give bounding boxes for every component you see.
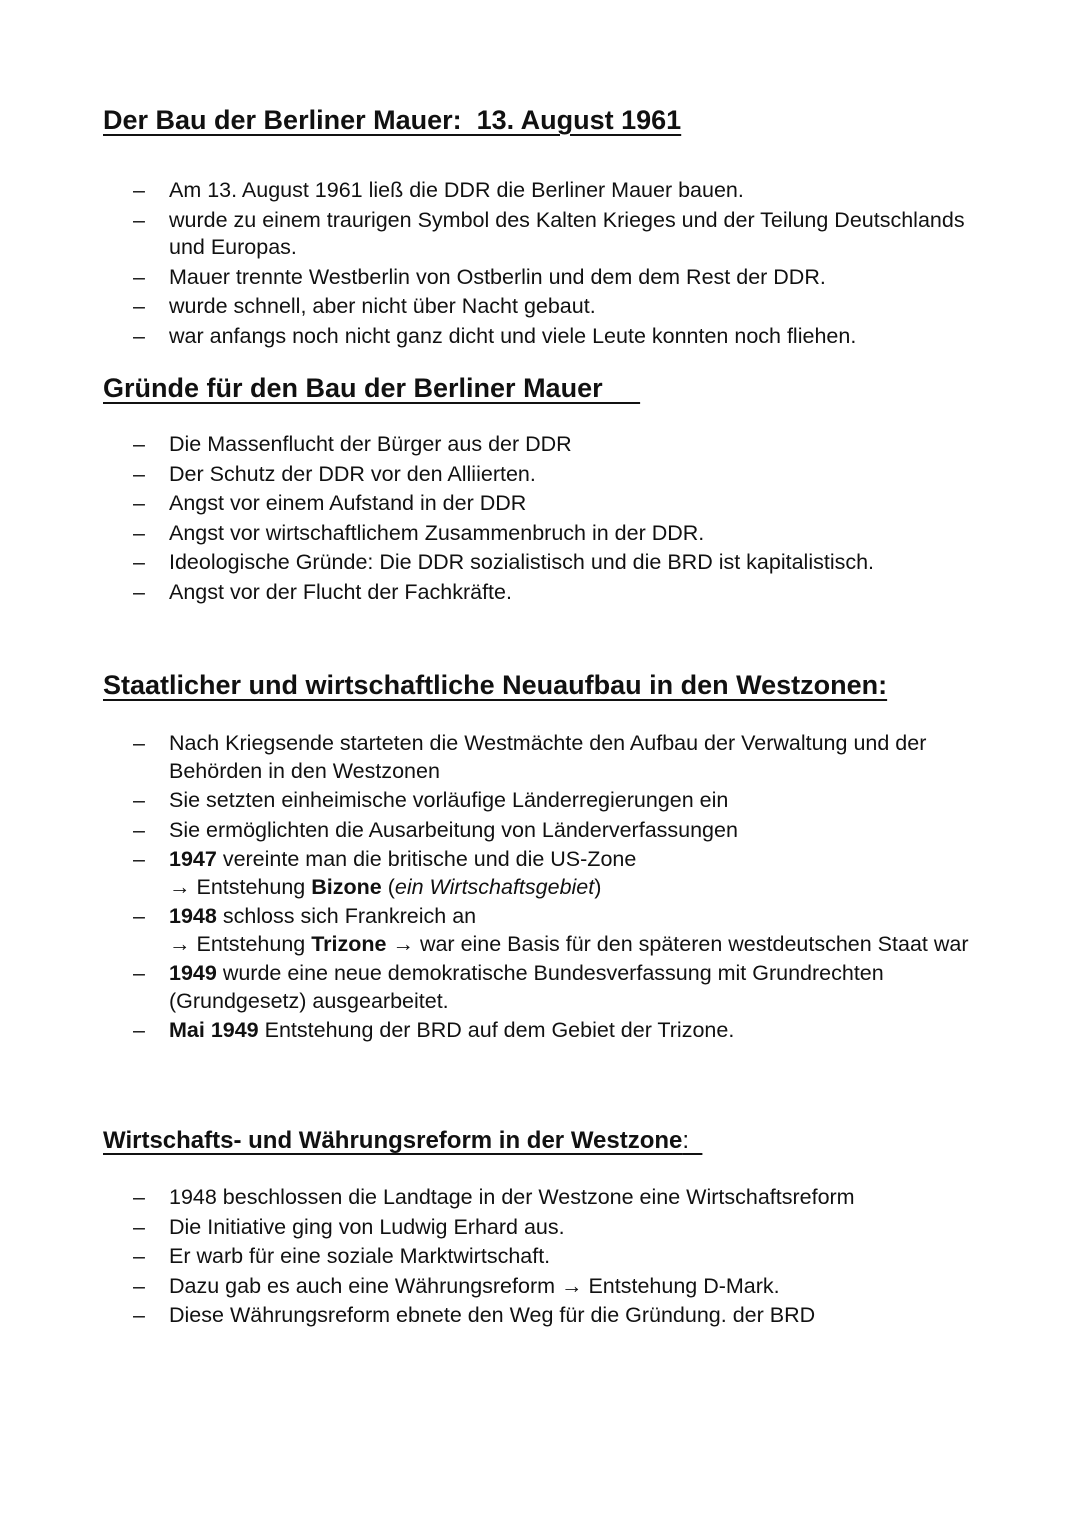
bullet-dash: –: [133, 579, 145, 604]
bullet-dash: –: [133, 1214, 145, 1239]
heading-bau-berliner-mauer: Der Bau der Berliner Mauer: 13. August 1961: [103, 105, 682, 135]
bullet-dash: –: [133, 847, 145, 871]
section-waehrungsreform: [103, 1126, 1003, 1327]
bullet-dash: –: [133, 1273, 145, 1298]
section-berliner-mauer: [103, 103, 1003, 348]
list-item: – 1948 beschlossen die Landtage in der Westzone eine Wirtschaftsreform: [133, 1184, 989, 1212]
list-item: – Angst vor einem Aufstand in der DDR: [133, 490, 989, 518]
list-item: – 1949 wurde eine neue demokratische Bundesverfassung mit Grundrechten (Grundgesetz) ausgearbeitet.: [133, 961, 884, 1013]
list-item: – Angst vor wirtschaftlichem Zusammenbruch in der DDR.: [133, 520, 989, 548]
list-item: – Die Initiative ging von Ludwig Erhard aus.: [133, 1214, 989, 1242]
list-item: – Die Massenflucht der Bürger aus der DDR: [133, 431, 989, 459]
list-item: – Nach Kriegsende starteten die Westmächte den Aufbau der Verwaltung und der Behörden in den Westzonen: [133, 731, 927, 783]
bullet-dash: –: [133, 264, 145, 289]
bullet-dash: –: [133, 207, 145, 232]
heading-waehrungsreform: Wirtschafts- und Währungsreform in der Westzone:: [103, 1127, 703, 1154]
list-item: – wurde schnell, aber nicht über Nacht gebaut.: [133, 293, 989, 321]
list-item: – Dazu gab es auch eine Währungsreform → Entstehung D-Mark.: [133, 1273, 989, 1301]
bullet-dash: –: [133, 323, 145, 348]
list-item: – wurde zu einem traurigen Symbol des Kalten Krieges und der Teilung Deutschlands und Europas.: [133, 207, 965, 259]
bullet-dash: –: [133, 1303, 145, 1327]
bullet-dash: –: [133, 550, 145, 574]
list-item: – Diese Währungsreform ebnete den Weg für die Gründung. der BRD: [133, 1302, 989, 1330]
bullet-dash: –: [133, 432, 145, 456]
section-neuaufbau-westzonen: [103, 668, 1003, 1042]
list-item: – Angst vor der Flucht der Fachkräfte.: [133, 579, 989, 607]
bullet-dash: –: [133, 461, 145, 486]
list-gruende: [133, 431, 1033, 606]
bullet-dash: –: [133, 520, 145, 545]
list-item: – 1948 schloss sich Frankreich an → Entstehung Trizone → war eine Basis für den späteren westdeutschen Staat war: [133, 904, 969, 956]
list-item: – Am 13. August 1961 ließ die DDR die Berliner Mauer bauen.: [133, 177, 989, 205]
list-item: – Mai 1949 Entstehung der BRD auf dem Gebiet der Trizone.: [133, 1017, 989, 1045]
bullet-dash: –: [133, 788, 145, 812]
bullet-dash: –: [133, 294, 145, 318]
bullet-dash: –: [133, 731, 145, 755]
bullet-dash: –: [133, 961, 145, 985]
section-gruende: [103, 371, 1003, 604]
list-bau-berliner-mauer: [133, 177, 1033, 350]
heading-gruende: Gründe für den Bau der Berliner Mauer: [103, 373, 641, 403]
list-item: – Sie setzten einheimische vorläufige Länderregierungen ein: [133, 787, 989, 815]
list-item: – war anfangs noch nicht ganz dicht und viele Leute konnten noch fliehen.: [133, 323, 989, 351]
bullet-dash: –: [133, 817, 145, 842]
list-item: – Mauer trennte Westberlin von Ostberlin und dem dem Rest der DDR.: [133, 264, 989, 292]
bullet-dash: –: [133, 1244, 145, 1268]
list-item: – Der Schutz der DDR vor den Alliierten.: [133, 461, 989, 489]
bullet-dash: –: [133, 904, 145, 928]
bullet-dash: –: [133, 178, 145, 202]
list-waehrungsreform: [133, 1184, 1033, 1330]
list-item: – Er warb für eine soziale Marktwirtschaft.: [133, 1243, 989, 1271]
list-item: – Ideologische Gründe: Die DDR sozialistisch und die BRD ist kapitalistisch.: [133, 549, 989, 577]
heading-neuaufbau: Staatlicher und wirtschaftliche Neuaufbau in den Westzonen:: [103, 670, 888, 700]
list-neuaufbau: [133, 730, 1033, 1045]
bullet-dash: –: [133, 1185, 145, 1209]
list-item: – Sie ermöglichten die Ausarbeitung von Länderverfassungen: [133, 817, 989, 845]
bullet-dash: –: [133, 1018, 145, 1042]
bullet-dash: –: [133, 491, 145, 515]
list-item: – 1947 vereinte man die britische und die US-Zone → Entstehung Bizone (ein Wirtschaftsgebiet): [133, 847, 637, 899]
